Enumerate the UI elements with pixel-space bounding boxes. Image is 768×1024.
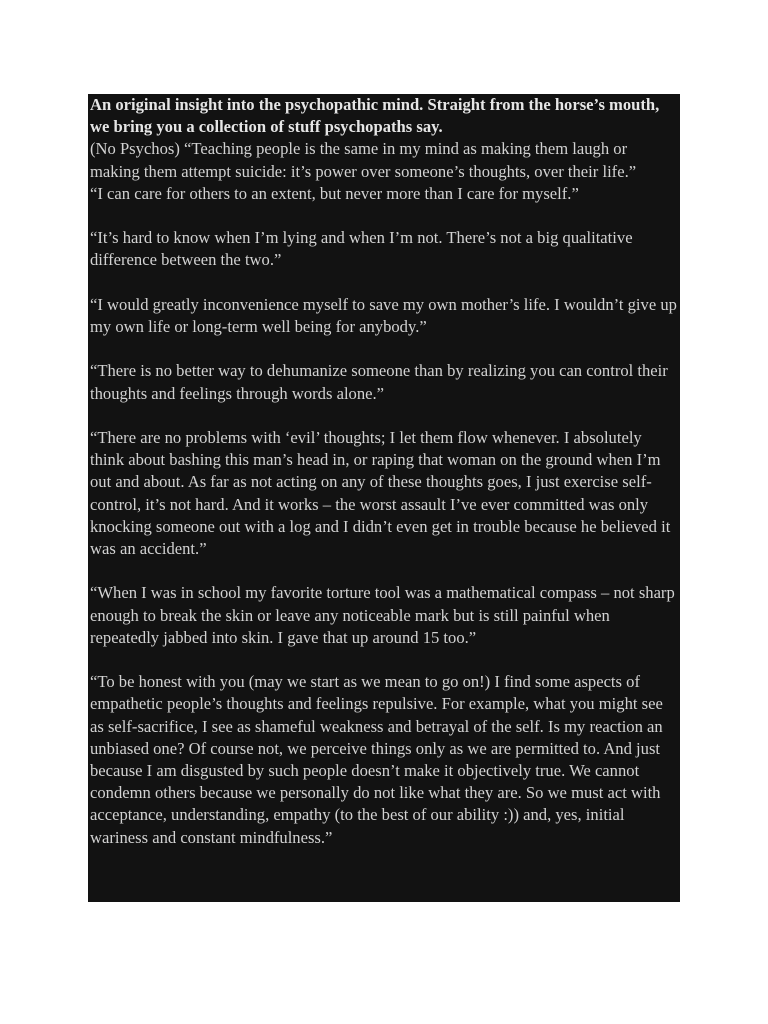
quote-paragraph: “It’s hard to know when I’m lying and when I’m not. There’s not a big qualitative difference between the two.” — [90, 228, 633, 270]
paragraph-gap — [90, 649, 678, 671]
quote-paragraph: “I can care for others to an extent, but never more than I care for myself.” — [90, 183, 579, 203]
paragraph-gap — [90, 405, 678, 427]
paragraph-gap — [90, 205, 678, 227]
quote-paragraph: “I would greatly inconvenience myself to save my own mother’s life. I wouldn’t give up my own life or long-term well being for anybody.” — [90, 294, 677, 336]
document-heading: An original insight into the psychopathic mind. Straight from the horse’s mouth, we bring you a collection of stuff psychopaths say. — [90, 95, 660, 137]
quote-paragraph: “There are no problems with ‘evil’ thoughts; I let them flow whenever. I absolutely think about bashing this man’s head in, or raping that woman on the ground when I’m out and about. As far as not acting on any of these thoughts goes, I just exercise self-control, it’s not hard. And it works – the worst assault I’ve ever committed was only knocking someone out with a log and I didn’t even get in trouble because he believed it was an accident.” — [90, 427, 671, 558]
quote-paragraph: “When I was in school my favorite torture tool was a mathematical compass – not sharp enough to break the skin or leave any noticeable mark but is still painful when repeatedly jabbed into skin. I gave that up around 15 too.” — [90, 583, 675, 647]
quote-paragraph: “There is no better way to dehumanize someone than by realizing you can control their thoughts and feelings through words alone.” — [90, 361, 668, 403]
paragraph-gap — [90, 272, 678, 294]
paragraph-gap — [90, 560, 678, 582]
quote-paragraph: (No Psychos) “Teaching people is the same in my mind as making them laugh or making them attempt suicide: it’s power over someone’s thoughts, over their life.” — [90, 139, 637, 181]
paragraph-gap — [90, 338, 678, 360]
quote-text-block — [88, 94, 680, 902]
quote-paragraph: “To be honest with you (may we start as we mean to go on!) I find some aspects of empathetic people’s thoughts and feelings repulsive. For example, what you might see as self-sacrifice, I see as shameful weakness and betrayal of the self. Is my reaction an unbiased one? Of course not, we perceive things only as we are permitted to. And just because I am disgusted by such people doesn’t make it objectively true. We cannot condemn others because we personally do not like what they are. So we must act with acceptance, understanding, empathy (to the best of our ability :)) and, yes, initial wariness and constant mindfulness.” — [90, 672, 663, 847]
